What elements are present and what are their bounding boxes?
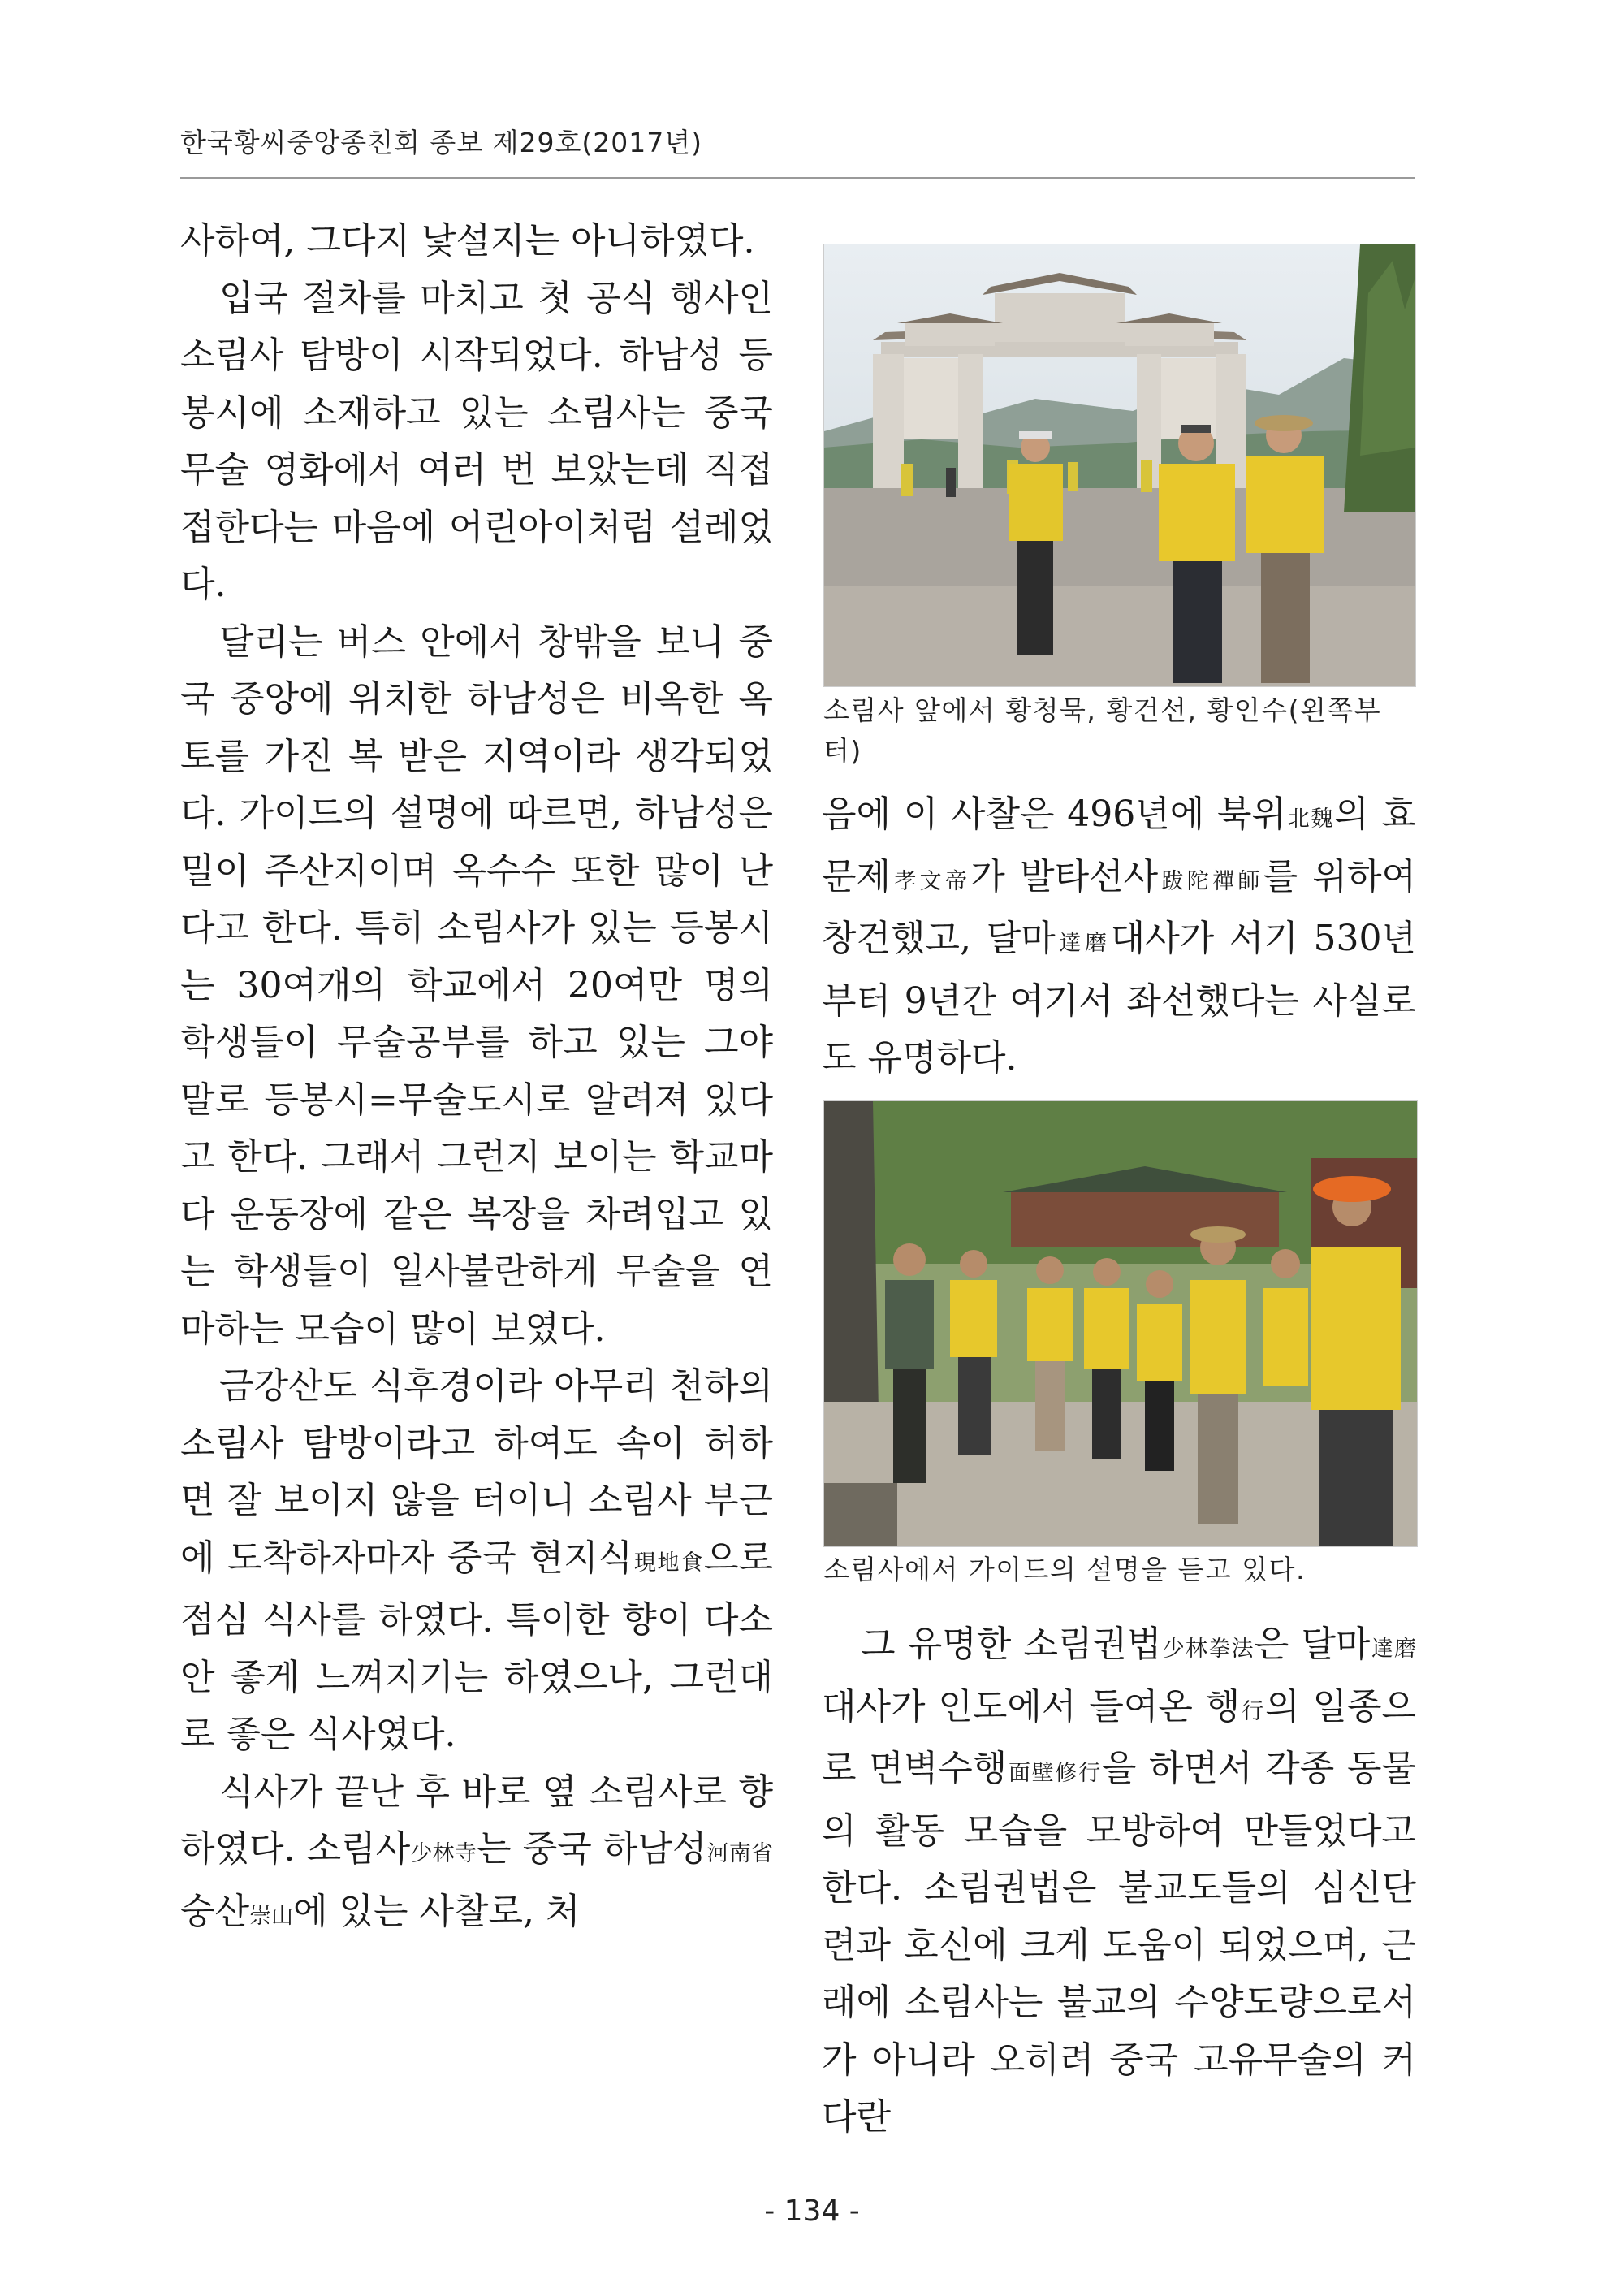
- text-run: 식사가 끝난 후 바로 옆 소림사로 향하였다. 소림사: [180, 1771, 773, 1870]
- text-run: 대사가 서기 530년부터 9년간 여기서 좌선했다는 사실로도 유명하다.: [822, 918, 1417, 1079]
- hanja-annotation: 孝文帝: [891, 868, 971, 894]
- text-run: 으로 점심 식사를 하였다. 특이한 향이 다소 안 좋게 느껴지기는 하였으나, 그런대로 좋은 식사였다.: [180, 1537, 773, 1755]
- paragraph: [180, 213, 773, 270]
- paragraph: [180, 614, 773, 1359]
- photo-shaolin-gate: [823, 244, 1416, 687]
- left-column: [180, 213, 773, 1945]
- photo-guide-explanation-image: [824, 1101, 1417, 1546]
- photo-caption: 소림사 앞에서 황청묵, 황건선, 황인수(왼쪽부터): [823, 694, 1382, 767]
- text-run: 숭산: [180, 1890, 250, 1932]
- paragraph: [822, 1616, 1416, 2147]
- text-run: 는 중국 하남성: [477, 1828, 707, 1870]
- text-run: 달리는 버스 안에서 창밖을 보니 중국 중앙에 위치한 하남성은 비옥한 옥토를 가진 복 받은 지역이라 생각되었다. 가이드의 설명에 따르면, 하남성은 밀이 주산지이며 옥수수 또한 많이 난다고 한다. 특히 소림사가 있는 등봉시는 30여개의 학교에서 20여만 명의 학생들이 무술공부를 하고 있는 그야말로 등봉시=무술도시로 알려져 있다고 한다. 그래서 그런지 보이는 학교마다 운동장에 같은 복장을 차려입고 있는 학생들이 일사불란하게 무술을 연마하는 모습이 많이 보였다.: [180, 620, 773, 1350]
- text-run: 금강산도 식후경이라 아무리 천하의 소림사 탐방이라고 하여도 속이 허하면 잘 보이지 않을 터이니 소림사 부근에 도착하자마자 중국 현지식: [180, 1365, 773, 1579]
- page-header: 한국황씨중앙종친회 종보 제29호(2017년): [180, 127, 702, 158]
- paragraph: [180, 1764, 773, 1946]
- hanja-annotation: 行: [1240, 1698, 1266, 1724]
- header-divider: [180, 177, 1415, 179]
- hanja-annotation: 達磨: [1370, 1637, 1417, 1662]
- hanja-annotation: 北魏: [1285, 806, 1335, 832]
- right-column-top: [822, 786, 1416, 1087]
- hanja-annotation: 河南省: [706, 1841, 774, 1866]
- hanja-annotation: 崇山: [249, 1903, 294, 1929]
- text-run: 가 발타선사: [970, 855, 1159, 897]
- text-run: 를 위하여 창건했고, 달마: [822, 855, 1417, 959]
- text-run: 은 달마: [1254, 1624, 1371, 1665]
- text-run: 그 유명한 소림권법: [861, 1624, 1162, 1665]
- photo-shaolin-gate-image: [824, 244, 1415, 686]
- hanja-annotation: 少林拳法: [1161, 1637, 1255, 1662]
- right-column-bottom: [822, 1616, 1416, 2147]
- photo-guide-explanation: [823, 1100, 1418, 1547]
- text-run: 대사가 인도에서 들여온 행: [822, 1685, 1241, 1727]
- text-run: 의 효문제: [822, 793, 1416, 897]
- text-run: 을 하면서 각종 동물의 활동 모습을 모방하여 만들었다고 한다. 소림권법은 불교도들의 심신단련과 호신에 크게 도움이 되었으며, 근래에 소림사는 불교의 수양도량으로서가 아니라 오히려 중국 고유무술의 커다란: [822, 1748, 1416, 2138]
- hanja-annotation: 跋陀禪師: [1158, 868, 1263, 894]
- hanja-annotation: 現地食: [633, 1550, 704, 1576]
- page-number: - 134 -: [764, 2194, 860, 2228]
- paragraph: [180, 270, 773, 614]
- hanja-annotation: 少林寺: [410, 1841, 477, 1866]
- hanja-annotation: 面壁修行: [1007, 1761, 1102, 1786]
- hanja-annotation: 達磨: [1055, 931, 1111, 956]
- text-run: 의 일종으로 면벽수행: [822, 1685, 1416, 1789]
- text-run: 입국 절차를 마치고 첫 공식 행사인 소림사 탐방이 시작되었다. 하남성 등봉시에 소재하고 있는 소림사는 중국 무술 영화에서 여러 번 보았는데 직접 접한다는 마음에 어린아이처럼 설레었다.: [180, 277, 773, 605]
- paragraph: [822, 786, 1416, 1087]
- text-run: 사하여, 그다지 낯설지는 아니하였다.: [180, 220, 755, 262]
- photo-caption: 소림사에서 가이드의 설명을 듣고 있다.: [823, 1554, 1306, 1585]
- paragraph: [180, 1358, 773, 1764]
- text-run: 에 있는 사찰로, 처: [293, 1890, 581, 1932]
- text-run: 음에 이 사찰은 496년에 북위: [822, 793, 1286, 835]
